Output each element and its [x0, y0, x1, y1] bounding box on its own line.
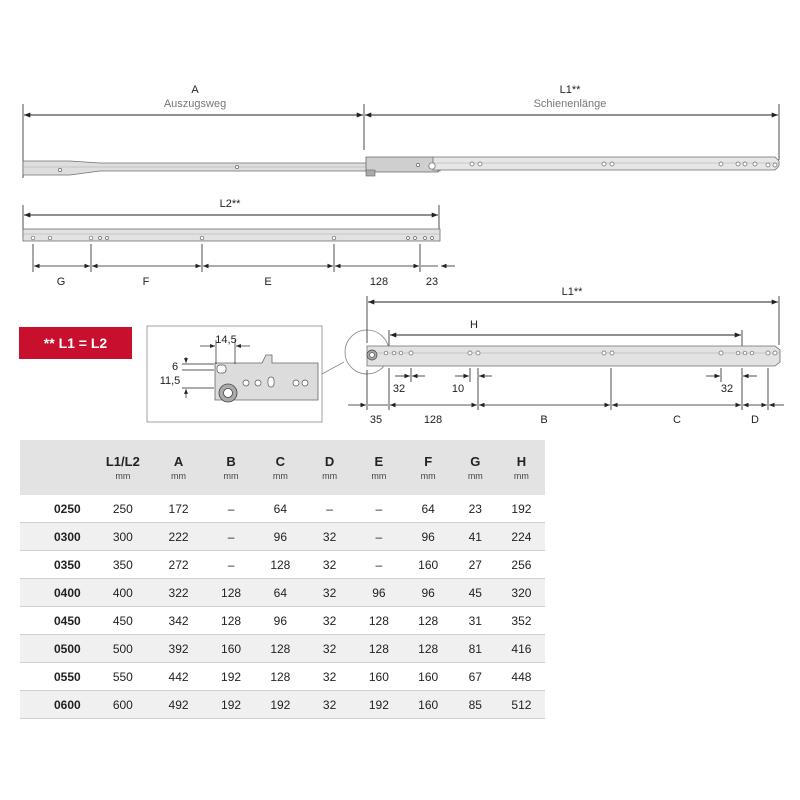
label-a: A — [191, 84, 199, 96]
table-cell: – — [206, 551, 255, 579]
header-label: L1/L2 — [105, 454, 140, 469]
table-row — [20, 691, 545, 719]
table-cell: 256 — [498, 551, 545, 579]
table-cell: 600 — [95, 691, 151, 719]
table-cell: 67 — [453, 663, 498, 691]
table-row — [20, 551, 545, 579]
table-cell: 350 — [95, 551, 151, 579]
label-23: 23 — [425, 276, 439, 288]
table-cell: 172 — [151, 495, 207, 523]
table-header-cell — [498, 440, 545, 495]
table-cell: 32 — [305, 663, 354, 691]
table-cell: 352 — [498, 607, 545, 635]
table-cell: 96 — [256, 523, 305, 551]
header-label: D — [324, 454, 335, 469]
table-header-cell — [354, 440, 403, 495]
table-header-cell — [20, 440, 95, 495]
table-cell: 192 — [206, 663, 255, 691]
header-label: G — [470, 454, 481, 469]
table-cell: 41 — [453, 523, 498, 551]
table-cell: 160 — [404, 663, 453, 691]
label-35: 35 — [369, 414, 383, 426]
header-label: A — [173, 454, 184, 469]
callout-connector — [322, 362, 344, 374]
table-cell: 96 — [404, 579, 453, 607]
table-cell: 448 — [498, 663, 545, 691]
table-cell: 128 — [354, 607, 403, 635]
table-cell: 128 — [256, 663, 305, 691]
table-cell: – — [206, 523, 255, 551]
table-cell: 31 — [453, 607, 498, 635]
table-cell: 250 — [95, 495, 151, 523]
table-cell: 322 — [151, 579, 207, 607]
table-cell: 160 — [404, 551, 453, 579]
table-cell: – — [354, 523, 403, 551]
table-cell: 64 — [404, 495, 453, 523]
table-header-cell — [256, 440, 305, 495]
table-cell: 128 — [256, 635, 305, 663]
header-label: H — [516, 454, 527, 469]
table-cell: 512 — [498, 691, 545, 719]
table-cell: 32 — [305, 691, 354, 719]
table-cell: 222 — [151, 523, 207, 551]
header-unit: mm — [322, 471, 338, 481]
label-e: E — [264, 276, 272, 288]
table-cell: 64 — [256, 579, 305, 607]
table-cell: 416 — [498, 635, 545, 663]
table-cell: 32 — [305, 523, 354, 551]
table-cell: 160 — [404, 691, 453, 719]
table-cell: 81 — [453, 635, 498, 663]
label-b: B — [540, 414, 548, 426]
label-l1: L1** — [559, 84, 581, 96]
table-cell: 192 — [256, 691, 305, 719]
table-cell: 128 — [256, 551, 305, 579]
label-g: G — [56, 276, 66, 288]
table-cell: 128 — [404, 607, 453, 635]
table-cell: 32 — [305, 635, 354, 663]
table-header-row — [20, 440, 545, 495]
label-c: C — [673, 414, 681, 426]
article-code-cell: 0250 — [20, 495, 95, 523]
table-cell: 224 — [498, 523, 545, 551]
table-row — [20, 495, 545, 523]
label-14-5: 14,5 — [215, 334, 237, 346]
table-cell: 32 — [305, 551, 354, 579]
table-cell: 85 — [453, 691, 498, 719]
label-32-right: 32 — [720, 383, 734, 395]
header-unit: mm — [223, 471, 239, 481]
l1-equals-l2-badge: ** L1 = L2 — [19, 327, 132, 359]
table-cell: 300 — [95, 523, 151, 551]
article-code-cell: 0500 — [20, 635, 95, 663]
table-cell: 128 — [354, 635, 403, 663]
table-cell: – — [305, 495, 354, 523]
table-cell: 128 — [206, 607, 255, 635]
article-code-cell: 0400 — [20, 579, 95, 607]
label-11-5: 11,5 — [159, 375, 181, 387]
article-code-cell: 0600 — [20, 691, 95, 719]
extended-slide-rail — [23, 157, 779, 176]
table-cell: 128 — [404, 635, 453, 663]
label-d: D — [751, 414, 759, 426]
table-cell: 64 — [256, 495, 305, 523]
article-code-cell: 0350 — [20, 551, 95, 579]
table-cell: – — [354, 495, 403, 523]
table-cell: 450 — [95, 607, 151, 635]
label-l2: L2** — [219, 198, 241, 210]
table-row — [20, 663, 545, 691]
table-cell: 160 — [206, 635, 255, 663]
table-cell: 32 — [305, 607, 354, 635]
detail-inset — [147, 326, 322, 422]
table-cell: 492 — [151, 691, 207, 719]
header-label: F — [424, 454, 433, 469]
table-cell: 96 — [404, 523, 453, 551]
table-header-cell — [305, 440, 354, 495]
table-cell: 27 — [453, 551, 498, 579]
label-128-lower: 128 — [423, 414, 443, 426]
dimension-table — [20, 440, 545, 719]
table-cell: – — [354, 551, 403, 579]
article-code-cell: 0300 — [20, 523, 95, 551]
label-6: 6 — [171, 361, 179, 373]
table-cell: 32 — [305, 579, 354, 607]
table-cell: 400 — [95, 579, 151, 607]
table-cell: 342 — [151, 607, 207, 635]
table-cell: 550 — [95, 663, 151, 691]
dimension-chain-cabinet — [348, 368, 784, 410]
cabinet-rail — [367, 346, 780, 366]
table-row — [20, 523, 545, 551]
label-f: F — [142, 276, 150, 288]
table-cell: 45 — [453, 579, 498, 607]
header-unit: mm — [115, 471, 131, 481]
header-unit: mm — [171, 471, 187, 481]
drawer-rail — [23, 229, 440, 241]
label-h: H — [470, 319, 478, 331]
label-l1-lower: L1** — [561, 286, 583, 298]
table-cell: 128 — [206, 579, 255, 607]
table-row — [20, 635, 545, 663]
table-cell: 192 — [206, 691, 255, 719]
header-unit: mm — [371, 471, 387, 481]
table-cell: 192 — [498, 495, 545, 523]
header-unit: mm — [513, 471, 529, 481]
table-cell: 272 — [151, 551, 207, 579]
label-128: 128 — [369, 276, 389, 288]
table-header-cell — [453, 440, 498, 495]
header-unit: mm — [420, 471, 436, 481]
table-header-cell — [151, 440, 207, 495]
table-cell: 96 — [354, 579, 403, 607]
article-code-cell: 0450 — [20, 607, 95, 635]
article-code-cell: 0550 — [20, 663, 95, 691]
table-header-cell — [95, 440, 151, 495]
table-cell: 160 — [354, 663, 403, 691]
table-row — [20, 579, 545, 607]
dimension-chain-lower — [33, 244, 455, 272]
label-10: 10 — [451, 383, 465, 395]
label-auszugsweg: Auszugsweg — [163, 98, 227, 110]
table-cell: 320 — [498, 579, 545, 607]
header-label: B — [226, 454, 236, 469]
table-cell: 500 — [95, 635, 151, 663]
header-unit: mm — [272, 471, 288, 481]
header-label: E — [374, 454, 384, 469]
table-cell: 23 — [453, 495, 498, 523]
header-label: C — [275, 454, 286, 469]
table-cell: 96 — [256, 607, 305, 635]
table-cell: 392 — [151, 635, 207, 663]
table-header-cell — [206, 440, 255, 495]
table-header-cell — [404, 440, 453, 495]
table-cell: 442 — [151, 663, 207, 691]
label-32-left: 32 — [392, 383, 406, 395]
label-schienenlaenge: Schienenlänge — [533, 98, 607, 110]
header-unit: mm — [467, 471, 483, 481]
table-cell: 192 — [354, 691, 403, 719]
table-row — [20, 607, 545, 635]
table-cell: – — [206, 495, 255, 523]
